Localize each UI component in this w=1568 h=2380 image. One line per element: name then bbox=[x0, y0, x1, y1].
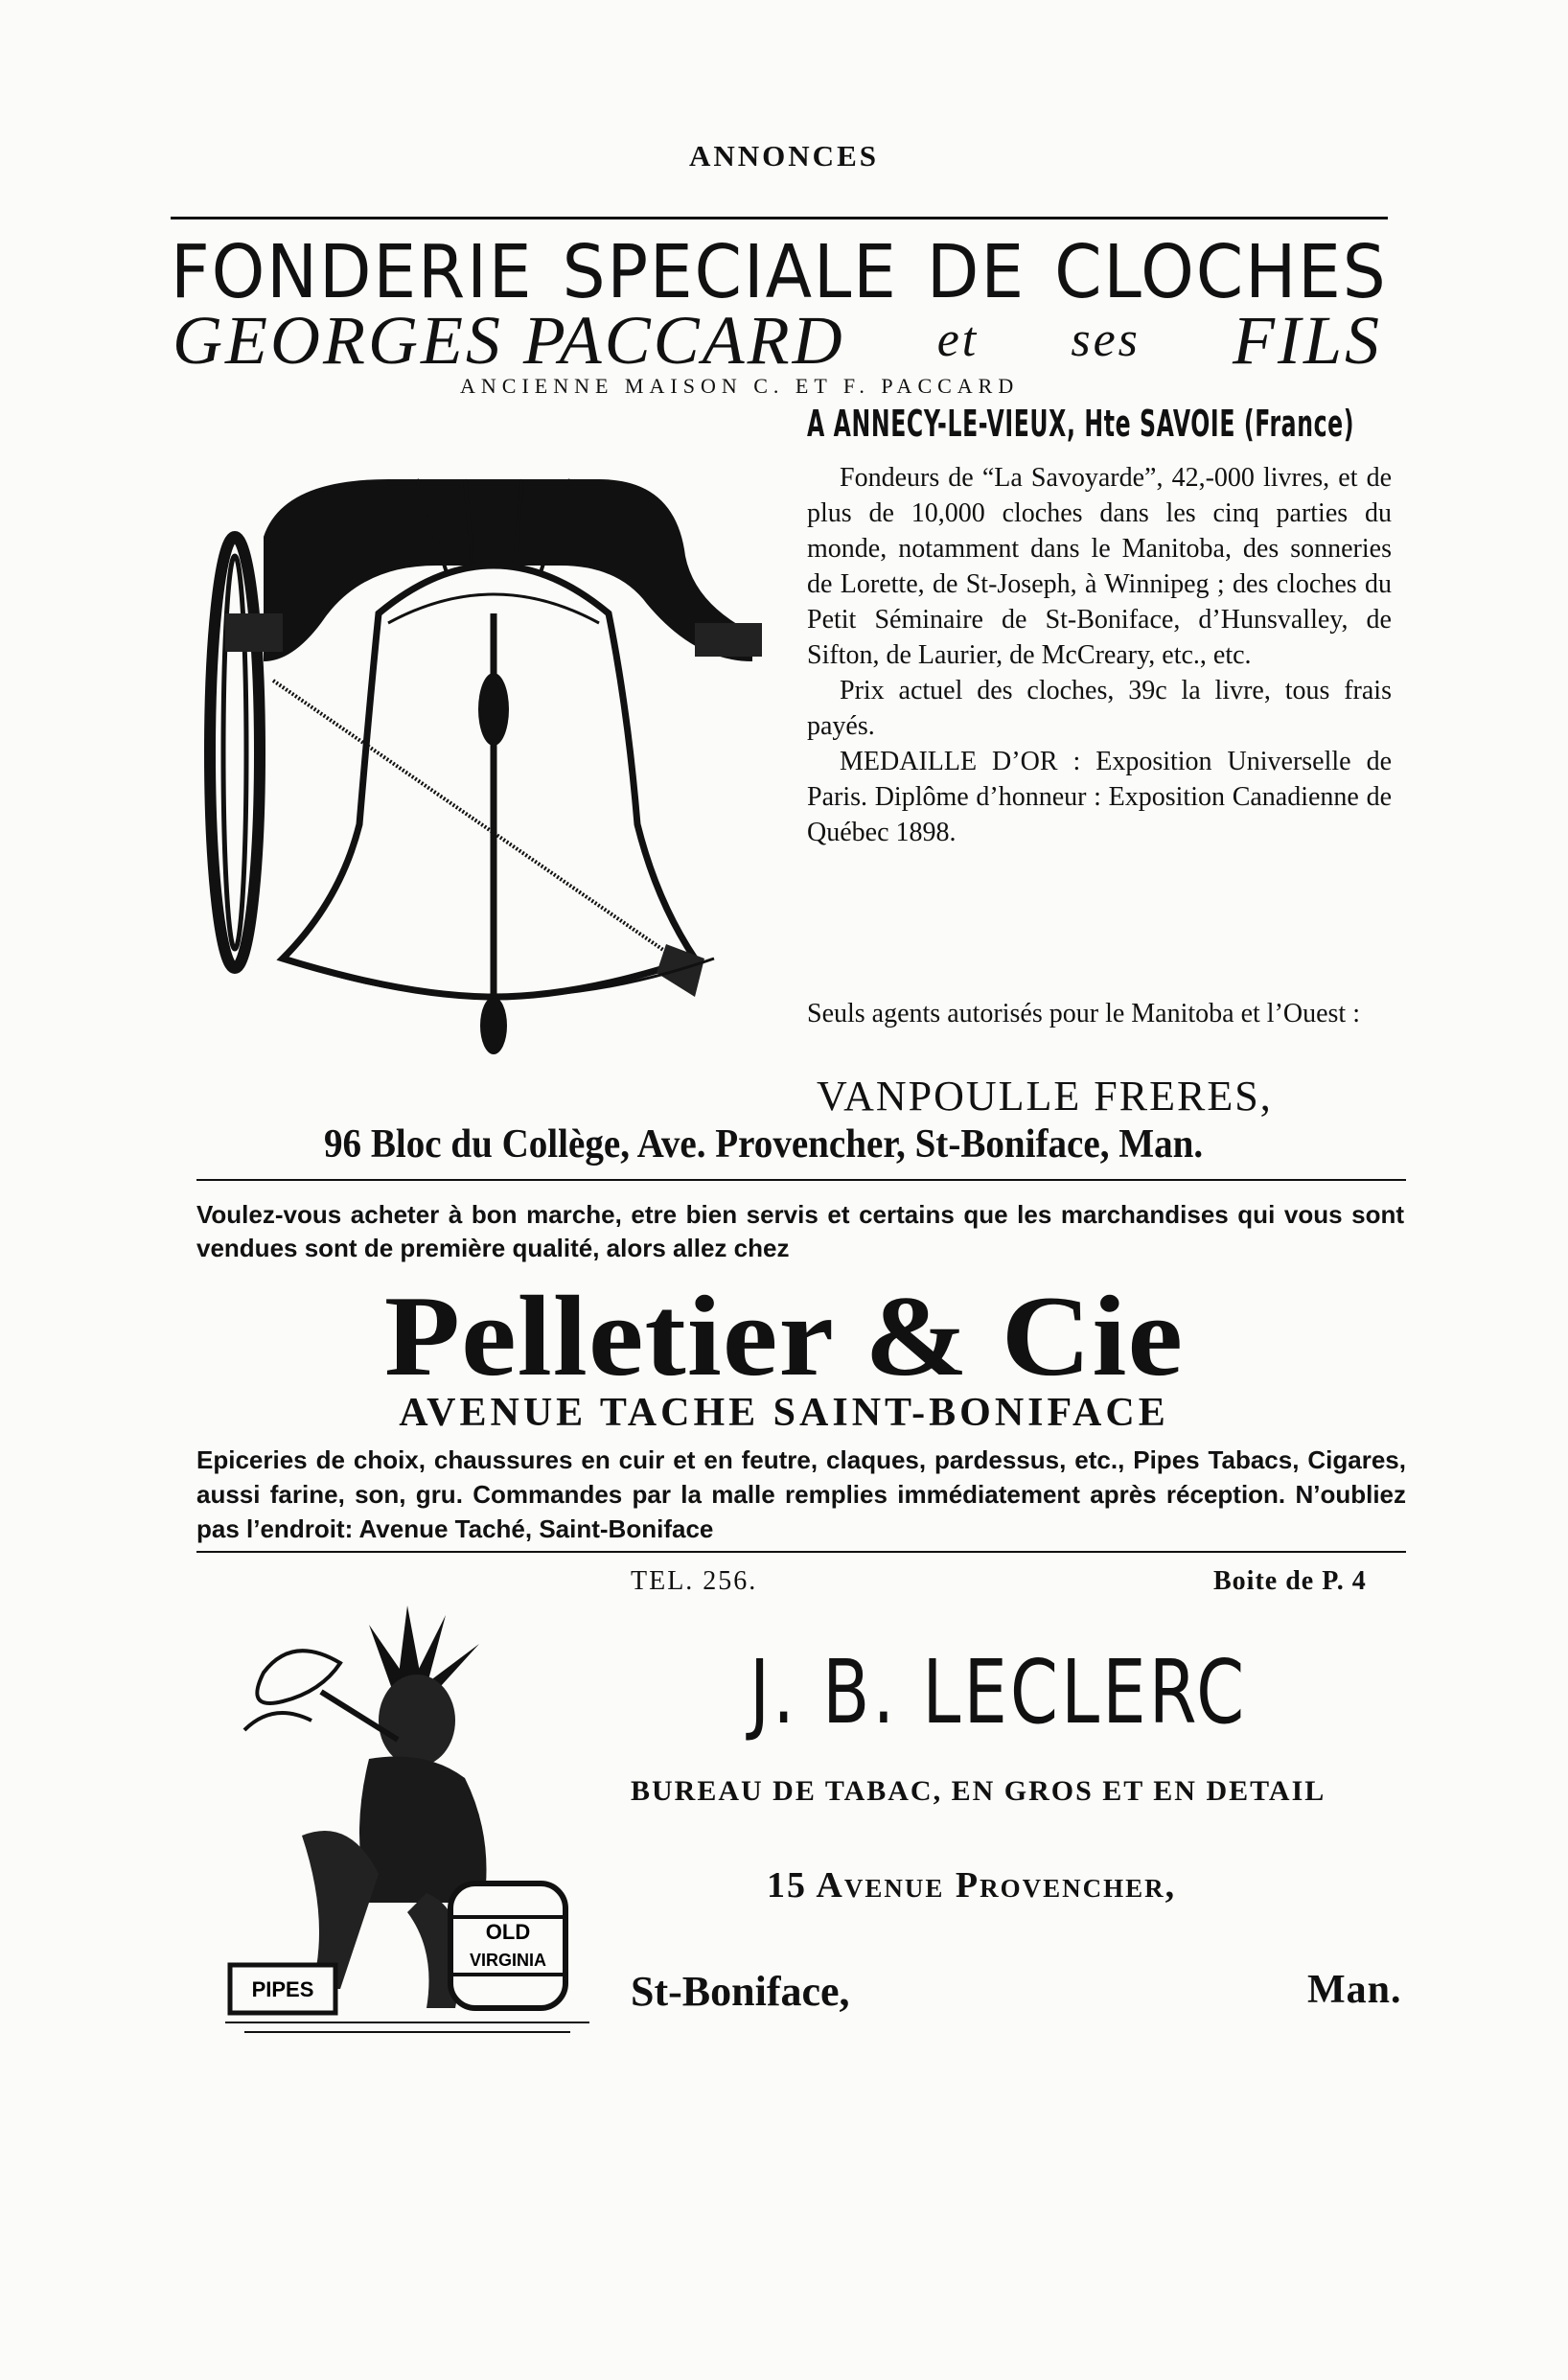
foundry-name-main: GEORGES PACCARD bbox=[173, 302, 845, 379]
leclerc-name: J. B. LECLERC bbox=[749, 1641, 1248, 1744]
leclerc-boite: Boite de P. 4 bbox=[1213, 1566, 1367, 1596]
leclerc-business: BUREAU DE TABAC, EN GROS ET EN DETAIL bbox=[631, 1775, 1326, 1807]
leclerc-address: 15 Avenue Provencher, bbox=[767, 1865, 1177, 1906]
divider-2 bbox=[196, 1551, 1406, 1553]
barrel-text-old: OLD bbox=[485, 1920, 531, 1944]
barrel-text-virginia: VIRGINIA bbox=[469, 1951, 547, 1970]
foundry-name-et: et bbox=[936, 312, 980, 367]
agents-name: VANPOULLE FRERES, bbox=[817, 1073, 1273, 1120]
divider-1 bbox=[196, 1179, 1406, 1181]
foundry-description bbox=[807, 460, 1392, 850]
leclerc-province: Man. bbox=[1307, 1968, 1402, 2012]
leclerc-city: St-Boniface, bbox=[631, 1968, 850, 2015]
pelletier-name: Pelletier & Cie bbox=[383, 1272, 1185, 1399]
agents-note: Seuls agents autorisés pour le Manitoba et l’Ouest : bbox=[807, 999, 1360, 1028]
box-text-pipes: PIPES bbox=[251, 1977, 314, 2001]
foundry-price: Prix actuel des cloches, 39c la livre, tous frais payés. bbox=[807, 676, 1392, 741]
pelletier-street: AVENUE TACHE SAINT-BONIFACE bbox=[399, 1391, 1169, 1435]
foundry-title: FONDERIE SPECIALE DE CLOCHES bbox=[171, 230, 1388, 315]
pelletier-intro: Voulez-vous acheter à bon marche, etre bien servis et certains que les marchandises qui vous sont vendues sont de première qualité, alors allez chez bbox=[196, 1200, 1404, 1262]
bell-illustration bbox=[196, 422, 800, 1074]
foundry-location: A ANNECY-LE-VIEUX, Hte SAVOIE (France) bbox=[807, 403, 1355, 445]
former-house: ANCIENNE MAISON C. ET F. PACCARD bbox=[460, 374, 1020, 398]
page-header: ANNONCES bbox=[689, 139, 879, 173]
foundry-name bbox=[173, 302, 1382, 379]
foundry-description-text: Fondeurs de “La Savoyarde”, 42,-000 livres, et de plus de 10,000 cloches dans les cinq parties du monde, notamment dans le Manitoba, des sonneries de Lorette, de St-Joseph, à Winnipeg ; des cloches du Petit Séminaire de St-Boniface, d’Hunsvalley, de Sifton, de Laurier, de McCreary, etc., etc. bbox=[807, 463, 1392, 670]
smoker-illustration bbox=[206, 1586, 609, 2037]
pelletier-goods: Epiceries de choix, chaussures en cuir et en feutre, claques, pardessus, etc., Pipes Tabacs, Cigares, aussi farine, son, gru. Commandes par la malle remplies immédiatement après réception. N’oubliez pas l’endroit: Avenue Taché, Saint-Boniface bbox=[196, 1445, 1406, 1543]
foundry-name-ses: ses bbox=[1071, 312, 1141, 367]
foundry-medal: MEDAILLE D’OR : Exposition Universelle de Paris. Diplôme d’honneur : Exposition Canadienne de Québec 1898. bbox=[807, 747, 1392, 847]
top-divider bbox=[171, 217, 1388, 220]
foundry-name-fils: FILS bbox=[1233, 302, 1382, 379]
agents-address: 96 Bloc du Collège, Ave. Provencher, St-Boniface, Man. bbox=[324, 1122, 1204, 1167]
leclerc-tel: TEL. 256. bbox=[631, 1566, 758, 1596]
